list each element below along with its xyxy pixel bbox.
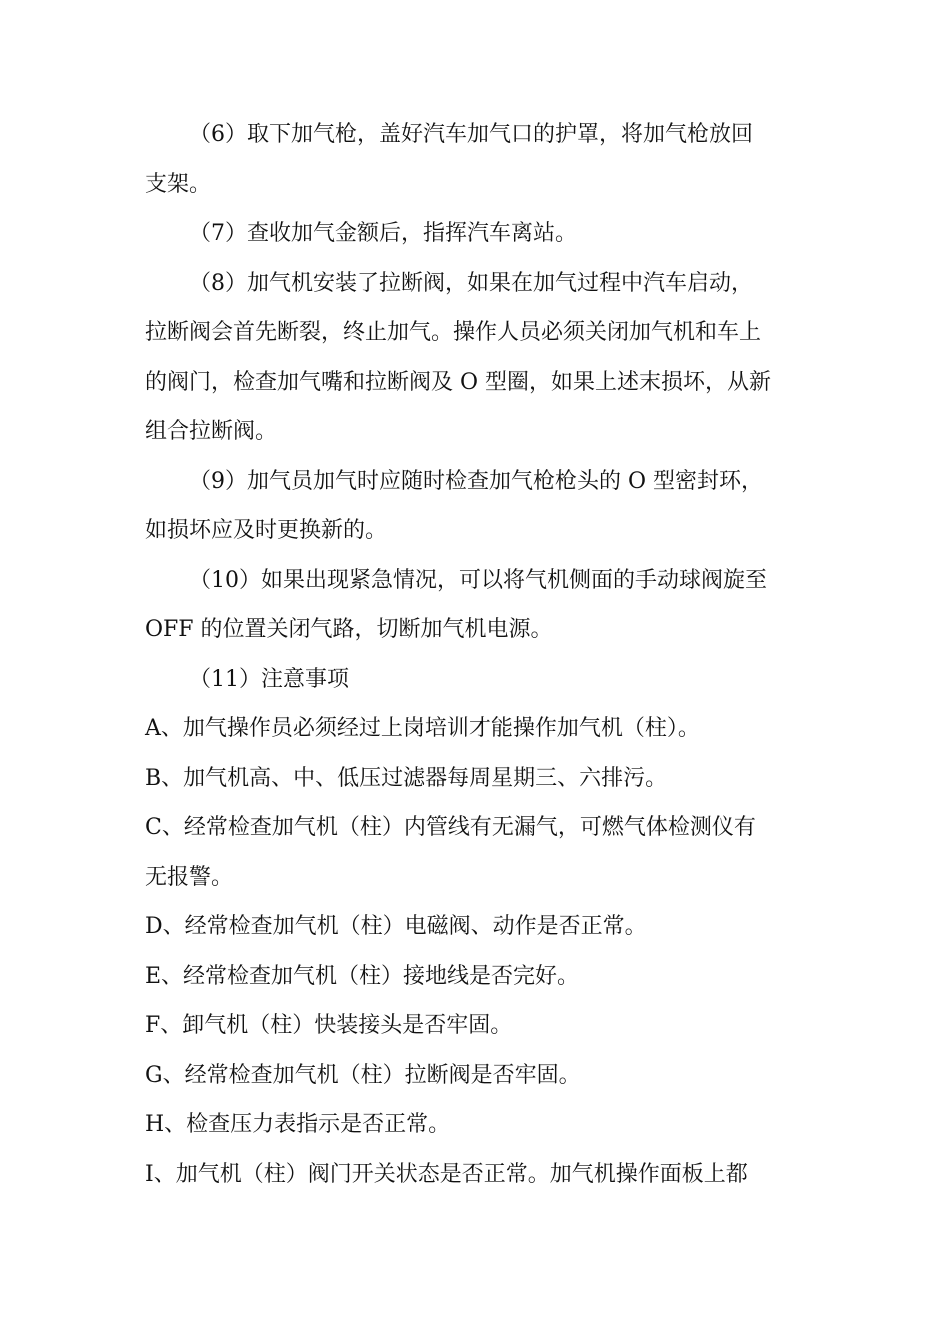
- text-line: H、检查压力表指示是否正常。: [145, 1112, 451, 1137]
- text-line: （8）加气机安装了拉断阀，如果在加气过程中汽车启动，: [189, 270, 753, 296]
- text-line: 支架。: [145, 171, 212, 197]
- text-line: （10）如果出现紧急情况，可以将气机侧面的手动球阀旋至: [189, 567, 767, 593]
- list-item-e: [145, 952, 810, 1002]
- text-line: 如损坏应及时更换新的。: [145, 518, 388, 543]
- section-heading: （11）注意事项: [189, 666, 349, 692]
- list-item-a: [145, 704, 810, 754]
- text-line: （7）查收加气金额后，指挥汽车离站。: [189, 221, 577, 246]
- list-item-c: [145, 803, 810, 902]
- text-line: E、经常检查加气机（柱）接地线是否完好。: [145, 963, 580, 989]
- text-line: OFF 的位置关闭气路，切断加气机电源。: [145, 617, 553, 642]
- text-line: （6）取下加气枪，盖好汽车加气口的护罩，将加气枪放回: [189, 122, 753, 147]
- paragraph-8: [145, 259, 810, 457]
- text-line: 的阀门，检查加气嘴和拉断阀及 O 型圈，如果上述末损坏，从新: [145, 369, 772, 395]
- text-line: 拉断阀会首先断裂，终止加气。操作人员必须关闭加气机和车上: [145, 320, 762, 345]
- paragraph-10: [145, 556, 810, 655]
- list-item-g: [145, 1051, 810, 1101]
- text-line: （9）加气员加气时应随时检查加气枪枪头的 O 型密封环，: [189, 468, 764, 494]
- list-item-f: [145, 1001, 810, 1051]
- text-line: 组合拉断阀。: [145, 419, 278, 444]
- paragraph-11: [145, 655, 810, 705]
- text-line: I、加气机（柱）阀门开关状态是否正常。加气机操作面板上都: [145, 1161, 748, 1187]
- paragraph-6: [145, 110, 810, 209]
- text-line: C、经常检查加气机（柱）内管线有无漏气，可燃气体检测仪有: [145, 815, 756, 840]
- text-line: G、经常检查加气机（柱）拉断阀是否牢固。: [145, 1062, 581, 1088]
- text-line: B、加气机高、中、低压过滤器每周星期三、六排污。: [145, 765, 668, 791]
- list-item-h: [145, 1100, 810, 1150]
- paragraph-9: [145, 457, 810, 556]
- text-line: 无报警。: [145, 864, 234, 890]
- list-item-i: [145, 1150, 810, 1200]
- text-line: F、卸气机（柱）快装接头是否牢固。: [145, 1013, 513, 1038]
- list-item-d: [145, 902, 810, 952]
- document-body: [145, 110, 810, 1199]
- text-line: A、加气操作员必须经过上岗培训才能操作加气机（柱）。: [145, 716, 700, 741]
- paragraph-7: [145, 209, 810, 259]
- list-item-b: [145, 754, 810, 804]
- text-line: D、经常检查加气机（柱）电磁阀、动作是否正常。: [145, 914, 647, 939]
